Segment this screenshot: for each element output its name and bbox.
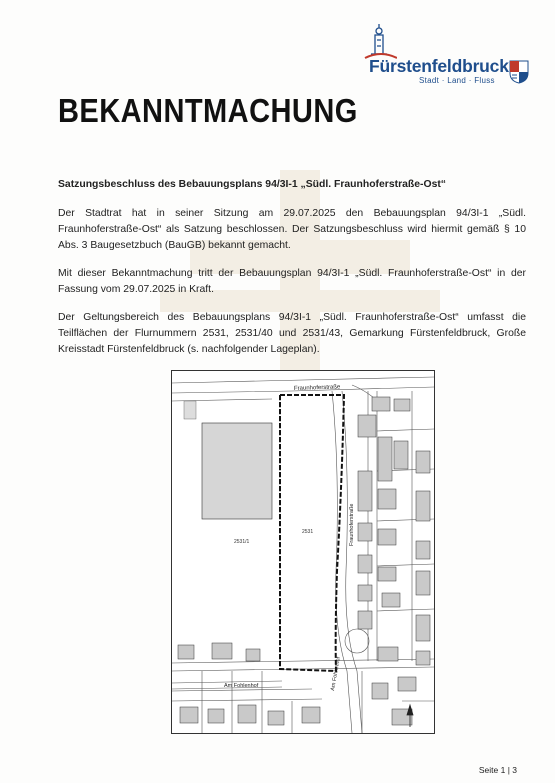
- paragraph-scope: Der Geltungsbereich des Bebauungsplans 94/3I-1 „Südl. Fraunhoferstraße-Ost“ umfasst die Teilflächen der Flurnummern 2531, 2531/40 und 2531/43, Gemarkung Fürstenfeldbruck, Große Kreisstadt Fürstenfeldbruck (s. nachfolgender Lageplan).: [58, 312, 526, 355]
- page-number: Seite 1 | 3: [478, 765, 517, 775]
- page-title: BEKANNTMACHUNG: [58, 92, 358, 129]
- coat-of-arms-icon: [509, 60, 529, 84]
- map-street-label-bottom-mid: Am Fohlenhof: [330, 656, 342, 692]
- map-street-label-bottom-left: Am Fohlenhof: [224, 683, 259, 689]
- site-plan-map: [171, 370, 435, 734]
- city-logo: [361, 22, 531, 92]
- map-street-label-right: Fraunhoferstraße: [349, 503, 355, 546]
- map-street-label-top: Fraunhoferstraße: [293, 384, 341, 392]
- city-tagline: Stadt · Land · Fluss: [419, 76, 495, 85]
- map-parcel-label-main: 2531: [302, 529, 314, 535]
- paragraph-decision: Der Stadtrat hat in seiner Sitzung am 29.07.2025 den Bebauungsplan 94/3I-1 „Südl. Fraunhoferstraße-Ost“ als Satzung beschlossen. Der Satzungsbeschluss wird hiermit gemäß § 10 Abs. 3 Baugesetzbuch (BauGB) bekannt gemacht.: [58, 208, 526, 251]
- map-parcel-label-left: 2531/1: [234, 539, 250, 545]
- section-heading: Satzungsbeschluss des Bebauungsplans 94/3I-1 „Südl. Fraunhoferstraße-Ost“: [58, 179, 447, 190]
- paragraph-effective: Mit dieser Bekanntmachung tritt der Bebauungsplan 94/3I-1 „Südl. Fraunhoferstraße-Ost“ in der Fassung vom 29.07.2025 in Kraft.: [58, 268, 526, 295]
- city-name: Fürstenfeldbruck: [369, 56, 509, 76]
